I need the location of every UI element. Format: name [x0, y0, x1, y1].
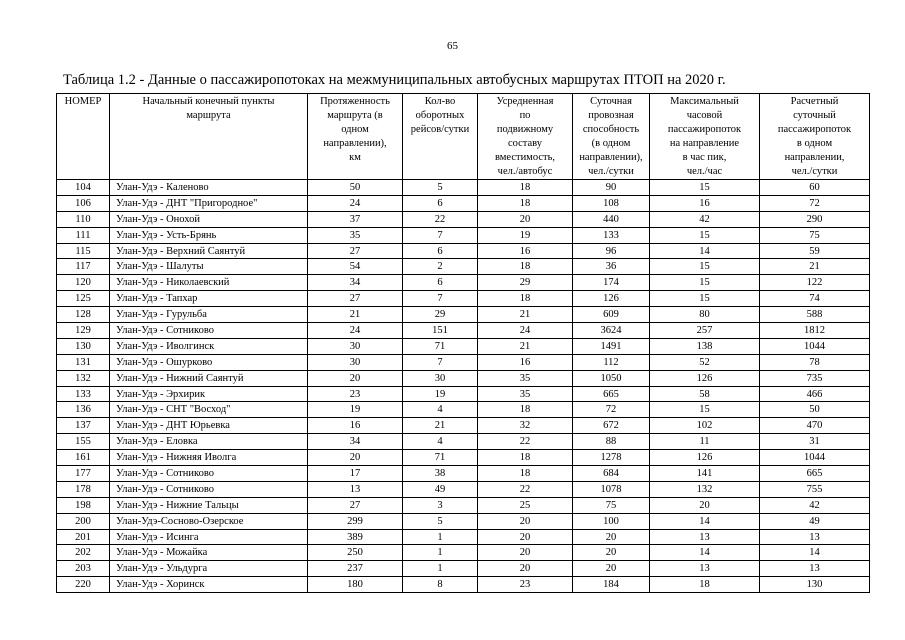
cell-daily-capacity: 174 — [573, 275, 650, 291]
cell-daily-capacity: 3624 — [573, 323, 650, 339]
header-daily-capacity-line: Суточная — [590, 96, 632, 107]
cell-peak-flow: 138 — [650, 338, 760, 354]
cell-length: 13 — [308, 481, 403, 497]
cell-daily-capacity: 90 — [573, 180, 650, 196]
cell-number: 220 — [57, 577, 110, 593]
cell-trips: 38 — [403, 466, 478, 482]
cell-number: 106 — [57, 195, 110, 211]
cell-number: 115 — [57, 243, 110, 259]
cell-number: 203 — [57, 561, 110, 577]
cell-daily-capacity: 684 — [573, 466, 650, 482]
header-daily-flow-line: Расчетный — [790, 96, 839, 107]
cell-daily-flow: 74 — [760, 291, 870, 307]
cell-route: Улан-Удэ - Иволгинск — [110, 338, 308, 354]
cell-length: 299 — [308, 513, 403, 529]
table-header-row — [57, 94, 870, 180]
header-trips-line: оборотных — [415, 110, 465, 121]
cell-number: 125 — [57, 291, 110, 307]
cell-length: 50 — [308, 180, 403, 196]
cell-daily-flow: 13 — [760, 561, 870, 577]
cell-number: 161 — [57, 450, 110, 466]
cell-daily-capacity: 609 — [573, 307, 650, 323]
table-row — [57, 450, 870, 466]
cell-daily-capacity: 133 — [573, 227, 650, 243]
cell-length: 19 — [308, 402, 403, 418]
cell-trips: 1 — [403, 545, 478, 561]
cell-route: Улан-Удэ - Гурульба — [110, 307, 308, 323]
cell-daily-flow: 60 — [760, 180, 870, 196]
cell-daily-capacity: 440 — [573, 211, 650, 227]
header-daily-flow-line: пассажиропоток — [777, 124, 852, 135]
cell-route: Улан-Удэ-Сосново-Озерское — [110, 513, 308, 529]
cell-daily-flow: 75 — [760, 227, 870, 243]
cell-daily-flow: 1812 — [760, 323, 870, 339]
cell-peak-flow: 11 — [650, 434, 760, 450]
cell-length: 24 — [308, 195, 403, 211]
cell-peak-flow: 52 — [650, 354, 760, 370]
cell-daily-capacity: 75 — [573, 497, 650, 513]
table-row — [57, 275, 870, 291]
header-route-line: Начальный конечный пункты — [142, 96, 275, 107]
cell-length: 34 — [308, 434, 403, 450]
cell-capacity: 16 — [478, 354, 573, 370]
cell-capacity: 25 — [478, 497, 573, 513]
page-number: 65 — [447, 40, 458, 52]
cell-trips: 30 — [403, 370, 478, 386]
cell-trips: 49 — [403, 481, 478, 497]
cell-capacity: 18 — [478, 291, 573, 307]
cell-trips: 6 — [403, 195, 478, 211]
cell-daily-flow: 470 — [760, 418, 870, 434]
cell-number: 130 — [57, 338, 110, 354]
cell-daily-capacity: 112 — [573, 354, 650, 370]
cell-capacity: 21 — [478, 307, 573, 323]
cell-daily-capacity: 20 — [573, 529, 650, 545]
cell-route: Улан-Удэ - Онохой — [110, 211, 308, 227]
cell-peak-flow: 15 — [650, 275, 760, 291]
table-row — [57, 529, 870, 545]
table-title: Таблица 1.2 - Данные о пассажиропотоках на межмуниципальных автобусных маршрутах ПТОП на 2020 г. — [63, 72, 726, 88]
table-row — [57, 545, 870, 561]
cell-daily-flow: 466 — [760, 386, 870, 402]
cell-capacity: 20 — [478, 561, 573, 577]
header-daily-capacity-line: (в одном — [591, 138, 631, 149]
cell-daily-flow: 59 — [760, 243, 870, 259]
cell-daily-flow: 130 — [760, 577, 870, 593]
cell-route: Улан-Удэ - Эрхирик — [110, 386, 308, 402]
cell-route: Улан-Удэ - Ульдурга — [110, 561, 308, 577]
cell-trips: 3 — [403, 497, 478, 513]
cell-length: 17 — [308, 466, 403, 482]
cell-daily-capacity: 36 — [573, 259, 650, 275]
header-daily-capacity-line: направлении), — [579, 152, 643, 163]
cell-trips: 8 — [403, 577, 478, 593]
header-length — [308, 94, 403, 180]
cell-number: 137 — [57, 418, 110, 434]
cell-length: 250 — [308, 545, 403, 561]
cell-capacity: 24 — [478, 323, 573, 339]
table-row — [57, 497, 870, 513]
cell-peak-flow: 15 — [650, 259, 760, 275]
cell-capacity: 22 — [478, 481, 573, 497]
table-row — [57, 259, 870, 275]
cell-daily-flow: 735 — [760, 370, 870, 386]
cell-daily-capacity: 665 — [573, 386, 650, 402]
cell-route: Улан-Удэ - Нижние Тальцы — [110, 497, 308, 513]
cell-trips: 1 — [403, 529, 478, 545]
cell-capacity: 32 — [478, 418, 573, 434]
cell-capacity: 35 — [478, 386, 573, 402]
cell-route: Улан-Удэ - Можайка — [110, 545, 308, 561]
table-row — [57, 338, 870, 354]
header-peak-flow-line: часовой — [686, 110, 723, 121]
cell-number: 104 — [57, 180, 110, 196]
cell-daily-capacity: 20 — [573, 545, 650, 561]
cell-daily-capacity: 1278 — [573, 450, 650, 466]
cell-peak-flow: 126 — [650, 450, 760, 466]
cell-capacity: 29 — [478, 275, 573, 291]
header-trips-line: рейсов/сутки — [410, 124, 470, 135]
table-row — [57, 354, 870, 370]
header-daily-flow-line: чел./сутки — [791, 166, 838, 177]
header-peak-flow — [650, 94, 760, 180]
cell-daily-flow: 290 — [760, 211, 870, 227]
header-daily-capacity-line: провозная — [588, 110, 634, 121]
cell-route: Улан-Удэ - ДНТ Юрьевка — [110, 418, 308, 434]
cell-daily-capacity: 96 — [573, 243, 650, 259]
cell-capacity: 18 — [478, 450, 573, 466]
table-row — [57, 561, 870, 577]
cell-number: 117 — [57, 259, 110, 275]
header-daily-flow-line: направлении, — [784, 152, 845, 163]
cell-peak-flow: 13 — [650, 561, 760, 577]
cell-daily-capacity: 72 — [573, 402, 650, 418]
cell-trips: 21 — [403, 418, 478, 434]
table-row — [57, 402, 870, 418]
cell-daily-capacity: 108 — [573, 195, 650, 211]
cell-route: Улан-Удэ - Еловка — [110, 434, 308, 450]
cell-number: 128 — [57, 307, 110, 323]
header-route — [110, 94, 308, 180]
header-length-line: маршрута (в — [327, 110, 383, 121]
cell-peak-flow: 13 — [650, 529, 760, 545]
cell-length: 54 — [308, 259, 403, 275]
table-row — [57, 434, 870, 450]
cell-length: 180 — [308, 577, 403, 593]
cell-route: Улан-Удэ - СНТ "Восход" — [110, 402, 308, 418]
cell-route: Улан-Удэ - Хоринск — [110, 577, 308, 593]
header-peak-flow-line: на направление — [669, 138, 740, 149]
header-daily-flow-line: суточный — [793, 110, 836, 121]
cell-length: 16 — [308, 418, 403, 434]
cell-length: 24 — [308, 323, 403, 339]
table-row — [57, 481, 870, 497]
cell-daily-flow: 50 — [760, 402, 870, 418]
table-row — [57, 195, 870, 211]
cell-daily-capacity: 1491 — [573, 338, 650, 354]
cell-peak-flow: 15 — [650, 227, 760, 243]
header-trips — [403, 94, 478, 180]
cell-daily-capacity: 88 — [573, 434, 650, 450]
cell-trips: 5 — [403, 180, 478, 196]
cell-length: 37 — [308, 211, 403, 227]
cell-trips: 22 — [403, 211, 478, 227]
cell-length: 23 — [308, 386, 403, 402]
cell-length: 389 — [308, 529, 403, 545]
cell-length: 237 — [308, 561, 403, 577]
cell-trips: 29 — [403, 307, 478, 323]
cell-route: Улан-Удэ - Верхний Саянтуй — [110, 243, 308, 259]
cell-daily-flow: 49 — [760, 513, 870, 529]
cell-daily-flow: 665 — [760, 466, 870, 482]
cell-daily-flow: 42 — [760, 497, 870, 513]
cell-number: 200 — [57, 513, 110, 529]
cell-length: 34 — [308, 275, 403, 291]
cell-route: Улан-Удэ - Нижний Саянтуй — [110, 370, 308, 386]
header-route-line: маршрута — [186, 110, 231, 121]
cell-capacity: 23 — [478, 577, 573, 593]
cell-peak-flow: 257 — [650, 323, 760, 339]
header-capacity-line: вместимость, — [494, 152, 556, 163]
cell-trips: 5 — [403, 513, 478, 529]
header-capacity-line: Усредненная — [496, 96, 554, 107]
header-daily-flow — [760, 94, 870, 180]
cell-route: Улан-Удэ - Усть-Брянь — [110, 227, 308, 243]
cell-trips: 1 — [403, 561, 478, 577]
cell-route: Улан-Удэ - Николаевский — [110, 275, 308, 291]
cell-route: Улан-Удэ - Нижняя Иволга — [110, 450, 308, 466]
cell-capacity: 18 — [478, 402, 573, 418]
cell-daily-flow: 755 — [760, 481, 870, 497]
cell-capacity: 16 — [478, 243, 573, 259]
cell-capacity: 35 — [478, 370, 573, 386]
cell-length: 21 — [308, 307, 403, 323]
header-peak-flow-line: в час пик, — [682, 152, 727, 163]
cell-route: Улан-Удэ - Тапхар — [110, 291, 308, 307]
table-row — [57, 418, 870, 434]
cell-route: Улан-Удэ - Шалуты — [110, 259, 308, 275]
cell-length: 20 — [308, 450, 403, 466]
cell-number: 198 — [57, 497, 110, 513]
cell-daily-capacity: 184 — [573, 577, 650, 593]
header-length-line: одном — [341, 124, 369, 135]
header-length-line: направлении), — [323, 138, 387, 149]
cell-capacity: 20 — [478, 545, 573, 561]
cell-daily-flow: 13 — [760, 529, 870, 545]
header-peak-flow-line: чел./час — [686, 166, 723, 177]
cell-peak-flow: 16 — [650, 195, 760, 211]
cell-trips: 7 — [403, 227, 478, 243]
header-length-line: Протяженность — [320, 96, 390, 107]
cell-length: 30 — [308, 354, 403, 370]
table-row — [57, 291, 870, 307]
cell-capacity: 21 — [478, 338, 573, 354]
cell-length: 27 — [308, 497, 403, 513]
table-row — [57, 370, 870, 386]
header-daily-capacity — [573, 94, 650, 180]
cell-route: Улан-Удэ - Сотниково — [110, 323, 308, 339]
cell-daily-capacity: 20 — [573, 561, 650, 577]
cell-daily-flow: 14 — [760, 545, 870, 561]
cell-daily-flow: 1044 — [760, 338, 870, 354]
header-daily-capacity-line: чел./сутки — [588, 166, 634, 177]
header-capacity-line: составу — [507, 138, 543, 149]
cell-trips: 7 — [403, 354, 478, 370]
cell-number: 177 — [57, 466, 110, 482]
cell-trips: 4 — [403, 402, 478, 418]
cell-number: 129 — [57, 323, 110, 339]
header-number-line: НОМЕР — [64, 96, 102, 107]
cell-daily-capacity: 100 — [573, 513, 650, 529]
cell-peak-flow: 102 — [650, 418, 760, 434]
cell-capacity: 18 — [478, 195, 573, 211]
cell-daily-capacity: 1050 — [573, 370, 650, 386]
cell-daily-flow: 1044 — [760, 450, 870, 466]
cell-number: 110 — [57, 211, 110, 227]
cell-route: Улан-Удэ - Исинга — [110, 529, 308, 545]
cell-daily-flow: 31 — [760, 434, 870, 450]
table-row — [57, 211, 870, 227]
table-row — [57, 243, 870, 259]
cell-peak-flow: 126 — [650, 370, 760, 386]
header-capacity-line: по — [519, 110, 531, 121]
cell-capacity: 18 — [478, 466, 573, 482]
cell-daily-capacity: 126 — [573, 291, 650, 307]
table-row — [57, 466, 870, 482]
cell-number: 178 — [57, 481, 110, 497]
cell-trips: 2 — [403, 259, 478, 275]
header-daily-capacity-line: способность — [582, 124, 640, 135]
cell-daily-flow: 21 — [760, 259, 870, 275]
cell-length: 27 — [308, 291, 403, 307]
table-row — [57, 227, 870, 243]
header-peak-flow-line: Максимальный — [670, 96, 739, 107]
cell-peak-flow: 14 — [650, 513, 760, 529]
cell-trips: 7 — [403, 291, 478, 307]
table-row — [57, 577, 870, 593]
cell-peak-flow: 14 — [650, 545, 760, 561]
cell-trips: 151 — [403, 323, 478, 339]
cell-number: 136 — [57, 402, 110, 418]
cell-route: Улан-Удэ - ДНТ "Пригородное" — [110, 195, 308, 211]
cell-length: 35 — [308, 227, 403, 243]
cell-number: 131 — [57, 354, 110, 370]
cell-daily-capacity: 1078 — [573, 481, 650, 497]
header-peak-flow-line: пассажиропоток — [667, 124, 742, 135]
cell-peak-flow: 141 — [650, 466, 760, 482]
cell-length: 30 — [308, 338, 403, 354]
cell-peak-flow: 58 — [650, 386, 760, 402]
cell-number: 202 — [57, 545, 110, 561]
cell-peak-flow: 15 — [650, 402, 760, 418]
table-row — [57, 323, 870, 339]
cell-route: Улан-Удэ - Сотниково — [110, 481, 308, 497]
cell-trips: 71 — [403, 338, 478, 354]
cell-length: 27 — [308, 243, 403, 259]
cell-trips: 6 — [403, 275, 478, 291]
cell-capacity: 18 — [478, 259, 573, 275]
cell-number: 111 — [57, 227, 110, 243]
cell-capacity: 20 — [478, 529, 573, 545]
cell-daily-flow: 122 — [760, 275, 870, 291]
header-trips-line: Кол-во — [424, 96, 456, 107]
cell-number: 201 — [57, 529, 110, 545]
cell-number: 155 — [57, 434, 110, 450]
cell-trips: 71 — [403, 450, 478, 466]
table-row — [57, 180, 870, 196]
cell-capacity: 18 — [478, 180, 573, 196]
passenger-flow-table — [56, 93, 870, 593]
cell-trips: 4 — [403, 434, 478, 450]
header-capacity-line: чел./автобус — [497, 166, 553, 177]
cell-trips: 6 — [403, 243, 478, 259]
cell-daily-flow: 78 — [760, 354, 870, 370]
cell-route: Улан-Удэ - Ошурково — [110, 354, 308, 370]
cell-capacity: 19 — [478, 227, 573, 243]
cell-capacity: 22 — [478, 434, 573, 450]
cell-daily-flow: 588 — [760, 307, 870, 323]
header-length-line: км — [349, 152, 361, 163]
cell-peak-flow: 42 — [650, 211, 760, 227]
cell-capacity: 20 — [478, 211, 573, 227]
cell-peak-flow: 15 — [650, 291, 760, 307]
table-row — [57, 386, 870, 402]
cell-peak-flow: 15 — [650, 180, 760, 196]
cell-capacity: 20 — [478, 513, 573, 529]
cell-peak-flow: 80 — [650, 307, 760, 323]
cell-peak-flow: 132 — [650, 481, 760, 497]
table-body — [57, 180, 870, 593]
cell-number: 132 — [57, 370, 110, 386]
table-row — [57, 307, 870, 323]
cell-length: 20 — [308, 370, 403, 386]
cell-peak-flow: 18 — [650, 577, 760, 593]
cell-number: 120 — [57, 275, 110, 291]
cell-peak-flow: 20 — [650, 497, 760, 513]
cell-number: 133 — [57, 386, 110, 402]
table-row — [57, 513, 870, 529]
header-capacity-line: подвижному — [496, 124, 554, 135]
header-number — [57, 94, 110, 180]
cell-daily-flow: 72 — [760, 195, 870, 211]
cell-route: Улан-Удэ - Каленово — [110, 180, 308, 196]
cell-peak-flow: 14 — [650, 243, 760, 259]
cell-route: Улан-Удэ - Сотниково — [110, 466, 308, 482]
header-daily-flow-line: в одном — [796, 138, 833, 149]
cell-daily-capacity: 672 — [573, 418, 650, 434]
header-capacity — [478, 94, 573, 180]
cell-trips: 19 — [403, 386, 478, 402]
